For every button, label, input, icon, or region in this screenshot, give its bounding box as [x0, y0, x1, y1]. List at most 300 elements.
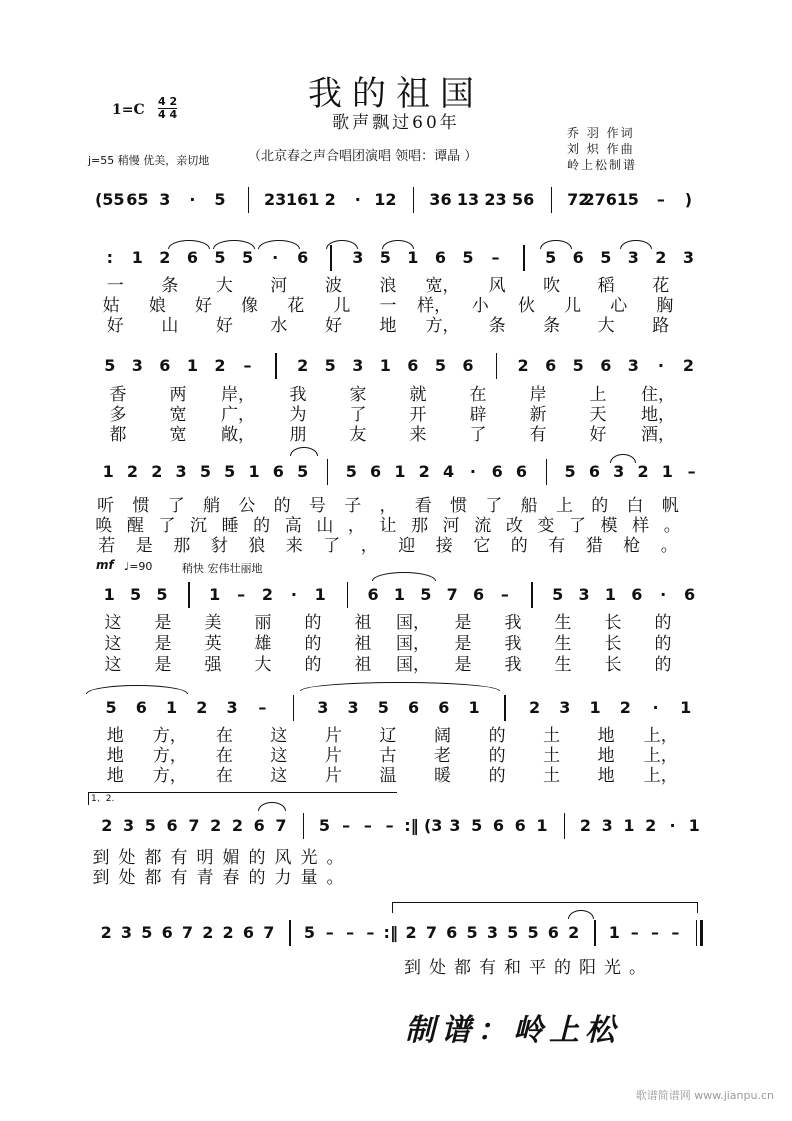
- note: –: [656, 190, 665, 209]
- lyric-syllable: 青: [196, 868, 214, 888]
- lyric-syllable: 稻: [597, 276, 615, 296]
- note: 3: [347, 698, 359, 717]
- lyric-syllable: 狼: [248, 536, 266, 556]
- lyric-syllable: 国，: [396, 613, 430, 633]
- note: 6: [159, 356, 171, 375]
- note: 3: [682, 248, 695, 267]
- lyric-syllable: 了: [568, 516, 586, 536]
- note: 5: [545, 248, 557, 267]
- slur: [290, 447, 318, 456]
- song-title: 我的祖国: [308, 74, 484, 114]
- note: 1: [407, 248, 419, 267]
- lyric-syllable: 好: [106, 316, 124, 336]
- lyric-syllable: 的: [273, 496, 291, 516]
- lyric-syllable: 生: [554, 655, 572, 675]
- barline: [413, 187, 415, 213]
- lyric-syllable: 浪: [379, 276, 397, 296]
- lyric-syllable: 姑: [102, 296, 120, 316]
- note: :: [106, 248, 113, 267]
- note: 5: [507, 923, 519, 942]
- note: 5: [241, 248, 254, 267]
- section2-tempo: ♩=90: [124, 560, 153, 573]
- lyric-syllable: 处: [118, 848, 136, 868]
- lyric-syllable: 古: [379, 746, 397, 766]
- lyric-syllable: 的: [554, 958, 571, 978]
- lyric-syllable: 处: [429, 958, 446, 978]
- note: 1: [186, 356, 199, 375]
- note: 6: [297, 248, 309, 267]
- lyric-syllable: 祖: [354, 613, 372, 633]
- lyric-syllable: 高: [284, 516, 302, 536]
- note: 2: [645, 816, 657, 835]
- lyric-syllable: 惯: [450, 496, 468, 516]
- lyric-syllable: 号: [308, 496, 326, 516]
- note: ·: [660, 585, 667, 604]
- lyric-syllable: 条: [161, 276, 179, 296]
- note: 2: [261, 585, 274, 604]
- note: 6: [370, 462, 382, 481]
- lyric-syllable: 的: [654, 634, 672, 654]
- note: 6: [446, 923, 458, 942]
- note: 1: [661, 462, 673, 481]
- slur: [382, 240, 414, 249]
- lyric-syllable: 辟: [469, 405, 487, 425]
- note: 1: [468, 698, 480, 717]
- note: 5: [324, 356, 336, 375]
- lyric-syllable: 迎: [398, 536, 416, 556]
- lyric-syllable: 这: [104, 613, 122, 633]
- lyric-syllable: 是: [454, 613, 472, 633]
- note: ·: [272, 248, 279, 267]
- lyric-syllable: 样: [632, 516, 650, 536]
- lyric-syllable: 都: [144, 848, 162, 868]
- lyric-syllable: 白: [626, 496, 644, 516]
- lyric-syllable: 上: [555, 496, 573, 516]
- lyric-syllable: 在: [215, 726, 233, 746]
- note: 2: [126, 462, 139, 481]
- lyric-syllable: 河: [442, 516, 460, 536]
- note: 6: [272, 462, 284, 481]
- note: ·: [652, 698, 659, 717]
- lyric-syllable: ，: [379, 496, 397, 516]
- time-signature-top: 4 2: [158, 95, 178, 108]
- note: 12: [374, 190, 397, 209]
- note: 6: [600, 356, 612, 375]
- lyric-syllable: 那: [411, 516, 429, 536]
- note: 3: [601, 816, 613, 835]
- lyric-syllable: 的: [654, 655, 672, 675]
- note: 1: [536, 816, 548, 835]
- note: 2: [214, 356, 226, 375]
- note: 5: [214, 248, 226, 267]
- note: 5: [466, 923, 478, 942]
- lyric-syllable: 小: [471, 296, 489, 316]
- lyric-syllable: 水: [270, 316, 288, 336]
- lyric-syllable: 光: [300, 848, 318, 868]
- transcriber-credit: 岭上松制谱: [567, 158, 638, 172]
- note: 5: [297, 462, 309, 481]
- slur: [372, 572, 436, 581]
- lyric-syllable: 好: [215, 316, 233, 336]
- tempo-marking: j=55 稍慢 优美，亲切地: [88, 154, 210, 167]
- note: ·: [657, 356, 664, 375]
- lyric-syllable: 处: [118, 868, 136, 888]
- note: 3: [449, 816, 461, 835]
- lyric-syllable: 地: [597, 766, 615, 786]
- lyric-syllable: 我: [504, 634, 522, 654]
- notation-row6: [88, 693, 716, 723]
- lyric-syllable: 土: [543, 746, 561, 766]
- note: 3: [627, 248, 639, 267]
- note: –: [325, 923, 334, 942]
- note: 2: [655, 248, 667, 267]
- lyric-syllable: 花: [652, 276, 670, 296]
- note: –: [237, 585, 246, 604]
- lyric-syllable: 花: [287, 296, 305, 316]
- lyric-syllable: 宽: [169, 425, 187, 445]
- lyric-syllable: 辽: [379, 726, 397, 746]
- lyric-syllable: 上，: [643, 746, 678, 766]
- lyric-syllable: 上，: [643, 766, 678, 786]
- note: 5: [199, 462, 211, 481]
- lyric-syllable: 就: [409, 385, 427, 405]
- lyric-syllable: 都: [144, 868, 162, 888]
- note: 1: [393, 585, 405, 604]
- lyric-syllable: 有: [548, 536, 566, 556]
- lyric-syllable: 新: [529, 405, 547, 425]
- lyric-syllable: 方，: [425, 316, 460, 336]
- lyric-syllable: 来: [285, 536, 303, 556]
- lyric-syllable: 广，: [221, 405, 255, 425]
- lyric-syllable: 这: [104, 655, 122, 675]
- lyric-syllable: 祖: [354, 655, 372, 675]
- slur: [326, 240, 358, 249]
- lyric-syllable: 公: [238, 496, 256, 516]
- slur: [86, 685, 188, 694]
- barline: [347, 582, 349, 608]
- lyric-syllable: 了: [323, 536, 341, 556]
- lyric-syllable: 岸: [529, 385, 547, 405]
- note: 1: [608, 923, 620, 942]
- barline: [293, 695, 295, 721]
- note: 5: [527, 923, 539, 942]
- barline: [289, 920, 291, 946]
- lyric-syllable: 儿: [564, 296, 582, 316]
- note: 36: [429, 190, 452, 209]
- lyric-syllable: 是: [154, 655, 172, 675]
- lyric-syllable: 多: [109, 405, 127, 425]
- lyric-syllable: 子: [344, 496, 362, 516]
- note: (55: [94, 190, 125, 209]
- lyric-syllable: 岸，: [221, 385, 255, 405]
- lyric-syllable: 的: [253, 516, 271, 536]
- lyric-syllable: 。: [326, 868, 344, 888]
- note: 2: [297, 356, 309, 375]
- note: 2: [405, 923, 417, 942]
- lyric-syllable: 地: [106, 726, 124, 746]
- lyric-syllable: 船: [520, 496, 538, 516]
- lyric-syllable: 方，: [152, 746, 187, 766]
- note: 3: [352, 248, 364, 267]
- lyric-syllable: 听: [97, 496, 115, 516]
- lyric-syllable: 。: [660, 536, 678, 556]
- barline: [248, 187, 250, 213]
- note: 6: [434, 248, 447, 267]
- lyric-syllable: 有: [529, 425, 547, 445]
- lyric-syllable: 风: [488, 276, 506, 296]
- barline: [551, 187, 553, 213]
- note: 3: [578, 585, 590, 604]
- lyric-syllable: 这: [270, 766, 288, 786]
- note: 2: [324, 190, 336, 209]
- notation-row8: [88, 918, 716, 948]
- note: 1: [166, 698, 178, 717]
- note: 2: [196, 698, 208, 717]
- note: 5: [141, 923, 153, 942]
- note: :‖: [404, 816, 419, 835]
- note: 2: [101, 816, 113, 835]
- lyric-syllable: 宽: [169, 405, 187, 425]
- note: 6: [438, 698, 450, 717]
- note: 2: [159, 248, 171, 267]
- lyric-syllable: 波: [324, 276, 342, 296]
- note: 65: [126, 190, 149, 209]
- note: 1: [688, 816, 700, 835]
- lyric-syllable: 上，: [643, 726, 678, 746]
- lyric-syllable: 河: [270, 276, 288, 296]
- note: 7: [181, 923, 194, 942]
- lyric-syllable: 有: [170, 848, 188, 868]
- lyric-syllable: 它: [473, 536, 491, 556]
- note: 2: [637, 462, 649, 481]
- dynamic-mark: mf: [96, 558, 114, 572]
- lyric-syllable: 在: [215, 766, 233, 786]
- lyric-syllable: 阔: [434, 726, 452, 746]
- note: 2: [231, 816, 243, 835]
- lyric-syllable: 方，: [152, 766, 187, 786]
- note: 5: [303, 923, 316, 942]
- note: 6: [166, 816, 178, 835]
- lyric-syllable: 。: [663, 516, 681, 536]
- note: 5: [156, 585, 168, 604]
- lyric-syllable: 的: [488, 766, 506, 786]
- note: ·: [669, 816, 676, 835]
- lyric-syllable: 好: [194, 296, 212, 316]
- lyric-syllable: 平: [529, 958, 546, 978]
- lyric-syllable: 敞，: [221, 425, 255, 445]
- note: 5: [345, 462, 357, 481]
- lyric-syllable: 住，: [641, 385, 675, 405]
- lyric-syllable: 惯: [132, 496, 150, 516]
- note: 1: [209, 585, 221, 604]
- note: –: [243, 356, 252, 375]
- lyric-syllable: 醒: [126, 516, 144, 536]
- lyric-syllable: 模: [600, 516, 618, 536]
- note: 3: [559, 698, 571, 717]
- lyric-syllable: 的: [591, 496, 609, 516]
- lyric-syllable: 。: [629, 958, 646, 978]
- lyric-syllable: 雄: [254, 634, 272, 654]
- lyric-syllable: 的: [304, 655, 322, 675]
- lyric-syllable: 的: [304, 634, 322, 654]
- lyric-syllable: 条: [543, 316, 561, 336]
- note: 3: [317, 698, 329, 717]
- barline: [564, 813, 566, 839]
- note: 6: [242, 923, 255, 942]
- lyric-syllable: 了: [158, 516, 176, 536]
- note: 1: [248, 462, 260, 481]
- note: 7: [188, 816, 200, 835]
- lyric-syllable: 这: [270, 726, 288, 746]
- note: 7: [275, 816, 287, 835]
- lyric-syllable: 温: [379, 766, 397, 786]
- lyric-syllable: 家: [349, 385, 367, 405]
- lyric-syllable: 。: [326, 848, 344, 868]
- lyric-syllable: 了: [485, 496, 503, 516]
- lyric-syllable: 好: [589, 425, 607, 445]
- lyric-syllable: 的: [488, 746, 506, 766]
- lyric-syllable: 到: [92, 868, 110, 888]
- note: 2: [100, 923, 112, 942]
- lyric-syllable: 地: [379, 316, 397, 336]
- note: 6: [545, 356, 557, 375]
- note: 2: [210, 816, 222, 835]
- note: –: [630, 923, 639, 942]
- lyric-syllable: 大: [215, 276, 233, 296]
- note: 2: [619, 698, 631, 717]
- lyric-syllable: 明: [196, 848, 214, 868]
- note: 3: [627, 356, 639, 375]
- note: 7: [446, 585, 458, 604]
- barline: [696, 920, 698, 946]
- note: –: [687, 462, 696, 481]
- note: 1: [394, 462, 406, 481]
- note: 5: [600, 248, 612, 267]
- lyric-syllable: 若: [98, 536, 116, 556]
- slur: [610, 454, 636, 463]
- note: 2: [517, 356, 529, 375]
- note: 6: [684, 585, 696, 604]
- lyric-syllable: 山: [161, 316, 179, 336]
- note: 3: [226, 698, 238, 717]
- note: 5: [104, 356, 116, 375]
- lyric-syllable: 有: [479, 958, 496, 978]
- note: 1: [589, 698, 601, 717]
- lyric-syllable: ，: [347, 516, 365, 536]
- note: 6: [186, 248, 199, 267]
- lyric-syllable: 山: [316, 516, 334, 536]
- section2-expression: 稍快 宏伟壮丽地: [182, 562, 263, 575]
- note: –: [385, 816, 394, 835]
- note: 23: [484, 190, 507, 209]
- lyric-syllable: 帆: [661, 496, 679, 516]
- lyric-syllable: 的: [654, 613, 672, 633]
- note: 6: [135, 698, 147, 717]
- lyric-syllable: 祖: [354, 634, 372, 654]
- notation-row7: [88, 811, 716, 841]
- note: 5: [471, 816, 483, 835]
- note: 1: [103, 585, 115, 604]
- note: 23: [263, 190, 287, 209]
- lyric-syllable: 的: [304, 613, 322, 633]
- signature: 制谱：岭上松: [405, 1013, 621, 1048]
- lyric-syllable: 两: [169, 385, 187, 405]
- note: 5: [318, 816, 330, 835]
- note: 5: [462, 248, 474, 267]
- time-signature-bottom: 4 4: [158, 108, 178, 121]
- lyric-syllable: 了: [469, 425, 487, 445]
- note: 3: [123, 816, 135, 835]
- lyric-syllable: 豺: [210, 536, 228, 556]
- lyric-syllable: 力: [274, 868, 292, 888]
- note: 5: [224, 462, 236, 481]
- note: 6: [407, 698, 420, 717]
- note: 1: [131, 248, 143, 267]
- note: –: [500, 585, 509, 604]
- lyric-syllable: 改: [505, 516, 523, 536]
- note: 6: [161, 923, 173, 942]
- lyric-syllable: 的: [488, 726, 506, 746]
- lyric-syllable: 艄: [203, 496, 221, 516]
- lyric-syllable: 土: [543, 766, 561, 786]
- note: 5: [572, 356, 584, 375]
- lyric-syllable: 到: [92, 848, 110, 868]
- note: 2: [682, 356, 695, 375]
- lyric-syllable: 大: [254, 655, 272, 675]
- note: 5: [144, 816, 156, 835]
- lyric-syllable: 样，: [417, 296, 452, 316]
- lyric-syllable: 了: [349, 405, 367, 425]
- lyric-syllable: 儿: [333, 296, 351, 316]
- composer-credit: 刘 炽 作曲: [567, 142, 635, 156]
- note: 3: [159, 190, 171, 209]
- note: 6: [462, 356, 474, 375]
- lyric-syllable: 让: [379, 516, 397, 536]
- barline: [531, 582, 533, 608]
- lyric-syllable: 开: [409, 405, 427, 425]
- note: 2: [418, 462, 430, 481]
- lyric-syllable: 这: [104, 634, 122, 654]
- note: 161: [285, 190, 320, 209]
- lyric-syllable: 丽: [254, 613, 272, 633]
- lyric-syllable: 光: [604, 958, 621, 978]
- time-signature: [158, 96, 177, 120]
- note: ·: [354, 190, 361, 209]
- slur: [258, 240, 300, 249]
- lyric-syllable: 的: [248, 848, 266, 868]
- note: 6: [631, 585, 643, 604]
- lyric-syllable: 国，: [396, 634, 430, 654]
- slur: [213, 240, 255, 249]
- lyric-syllable: 地: [597, 746, 615, 766]
- notation-row1: [88, 185, 716, 215]
- slur: [168, 240, 210, 249]
- barline: [546, 459, 548, 485]
- lyric-syllable: 方，: [152, 726, 187, 746]
- barline: [496, 353, 498, 379]
- note: 5: [420, 585, 432, 604]
- note: 5: [434, 356, 447, 375]
- note: 7: [263, 923, 275, 942]
- note: 6: [407, 356, 419, 375]
- lyric-syllable: 大: [597, 316, 615, 336]
- lyric-syllable: 一: [106, 276, 124, 296]
- note: 2: [568, 923, 580, 942]
- notation-row5: [88, 580, 716, 610]
- lyric-syllable: 朋: [289, 425, 307, 445]
- lyric-syllable: 阳: [579, 958, 596, 978]
- note: 2: [528, 698, 541, 717]
